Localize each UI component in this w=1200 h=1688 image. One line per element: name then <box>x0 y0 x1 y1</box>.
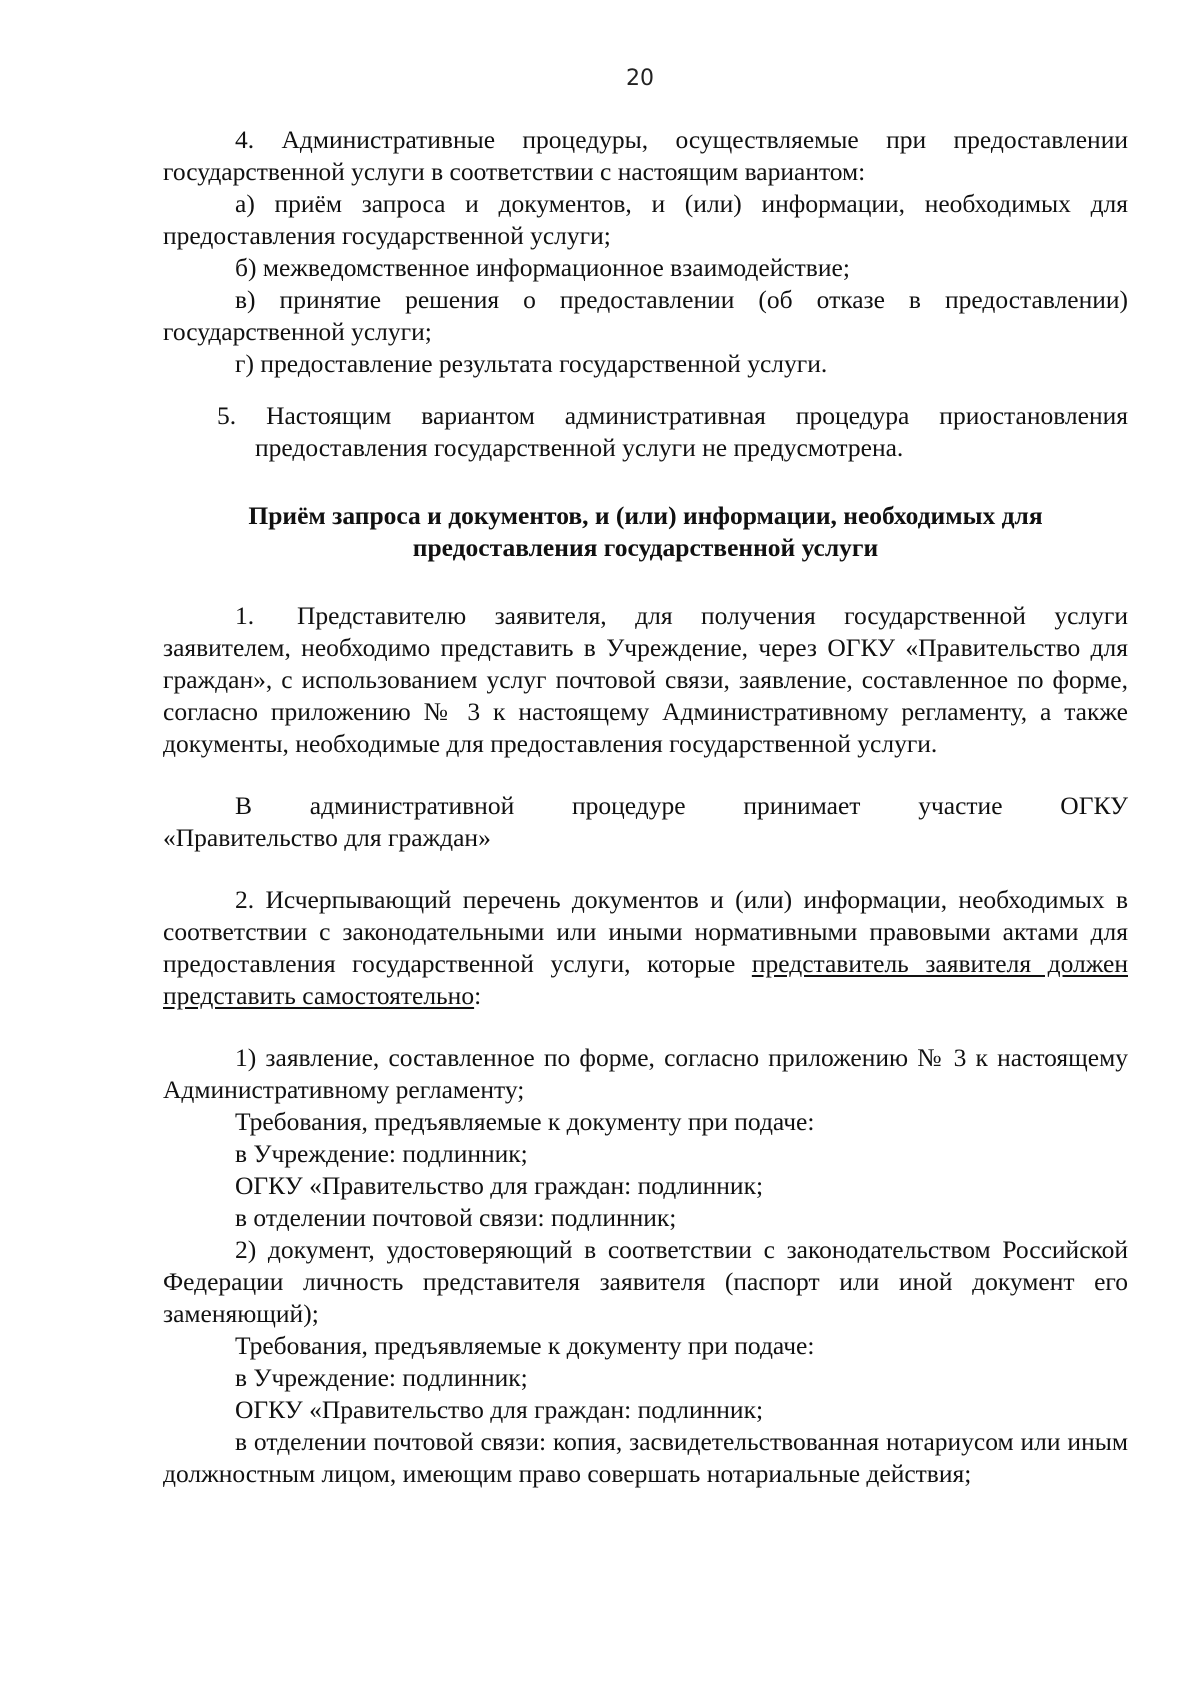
doc-requirements-heading-2: Требования, предъявляемые к документу при подаче: <box>235 1331 815 1360</box>
doc-requirement-ogku-2: ОГКУ «Правительство для граждан: подлинник; <box>235 1395 764 1424</box>
section-4-intro: 4. Административные процедуры, осуществляемые при предоставлении государственной услуги в соответствии с настоящим вариантом: <box>163 125 1128 186</box>
section-5-text: Настоящим вариантом административная процедура приостановления предоставления государственной услуги не предусмотрена. <box>255 401 1128 462</box>
doc-requirement-ogku-1: ОГКУ «Правительство для граждан: подлинник; <box>235 1171 764 1200</box>
page-number: 20 <box>626 66 654 91</box>
section-5 <box>163 400 1128 464</box>
paragraph-1-text: Представителю заявителя, для получения государственной услуги заявителем, необходимо представить в Учреждение, через ОГКУ «Правительство для граждан», с использованием услуг почтовой связи, заявление, составленное по форме, согласно приложению № 3 к настоящему Административному регламенту, а также документы, необходимые для предоставления государственной услуги. <box>163 601 1128 758</box>
paragraph-1-number: 1. <box>235 601 255 630</box>
section-4-item-b: б) межведомственное информационное взаимодействие; <box>235 253 850 282</box>
participation-line-2: «Правительство для граждан» <box>163 823 491 852</box>
paragraph-2-tail: : <box>474 981 482 1010</box>
doc-requirements-heading-1: Требования, предъявляемые к документу при подаче: <box>235 1107 815 1136</box>
paragraph-2-lead: 2. Исчерпывающий перечень документов и (или) информации, необходимых в соответствии с законодательными или иными нормативными правовыми актами для предоставления государственной услуги, которые <box>163 885 1128 978</box>
doc-item-2: 2) документ, удостоверяющий в соответствии с законодательством Российской Федерации личность представителя заявителя (паспорт или иной документ его заменяющий); <box>163 1235 1128 1328</box>
doc-requirement-post-1: в отделении почтовой связи: подлинник; <box>235 1203 677 1232</box>
doc-requirement-institution-1: в Учреждение: подлинник; <box>235 1139 528 1168</box>
doc-requirement-institution-2: в Учреждение: подлинник; <box>235 1363 528 1392</box>
section-4-item-a: а) приём запроса и документов, и (или) информации, необходимых для предоставления государственной услуги; <box>163 189 1128 250</box>
section-5-number: 5. <box>217 401 237 430</box>
section-heading: Приём запроса и документов, и (или) информации, необходимых для предоставления государственной услуги <box>248 501 1043 562</box>
participation-line-1: В административной процедуре принимает участие ОГКУ <box>235 791 1128 820</box>
document-body <box>163 124 1128 1490</box>
doc-requirement-post-2: в отделении почтовой связи: копия, засвидетельствованная нотариусом или иным должностным лицом, имеющим право совершать нотариальные действия; <box>163 1427 1128 1488</box>
paragraph-1 <box>163 600 1128 760</box>
doc-item-1: 1) заявление, составленное по форме, согласно приложению № 3 к настоящему Административному регламенту; <box>163 1043 1128 1104</box>
section-4-item-d: г) предоставление результата государственной услуги. <box>235 349 828 378</box>
paragraph-2 <box>163 884 1128 1012</box>
section-4-item-c: в) принятие решения о предоставлении (об отказе в предоставлении) государственной услуги; <box>163 285 1128 346</box>
paragraph-2-underlined: представитель заявителя должен представить самостоятельно <box>163 949 1128 1010</box>
